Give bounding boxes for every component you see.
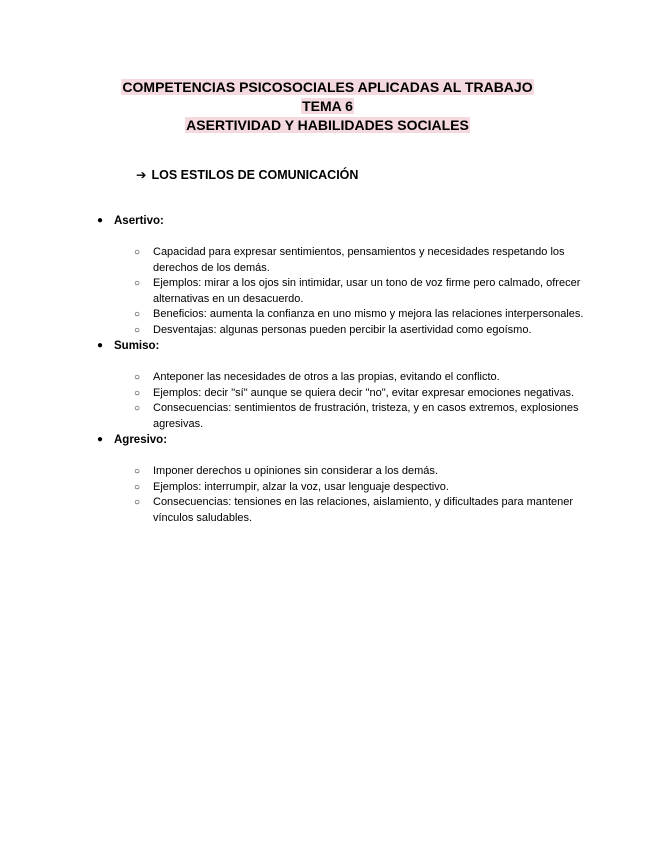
title-line-subject bbox=[0, 116, 655, 135]
style-points-sumiso bbox=[0, 370, 655, 432]
list-item bbox=[0, 464, 655, 480]
list-item bbox=[0, 307, 655, 323]
list-item bbox=[0, 245, 655, 276]
list-item-text: Ejemplos: interrumpir, alzar la voz, usar lenguaje despectivo. bbox=[153, 480, 449, 493]
circle-bullet-icon: ○ bbox=[134, 247, 141, 258]
list-item bbox=[0, 276, 655, 307]
style-item-agresivo bbox=[0, 432, 655, 448]
list-item-text: Ejemplos: mirar a los ojos sin intimidar, usar un tono de voz firme pero calmado, ofrecer alternativas en un desacuerdo. bbox=[153, 277, 581, 305]
list-item-text: Consecuencias: tensiones en las relaciones, aislamiento, y dificultades para mantener vínculos saludables. bbox=[153, 496, 574, 524]
list-item-text: Ejemplos: decir "sí" aunque se quiera decir "no", evitar expresar emociones negativas. bbox=[153, 386, 575, 399]
circle-bullet-icon: ○ bbox=[134, 278, 141, 289]
style-name: Sumiso: bbox=[114, 340, 160, 352]
list-item bbox=[0, 323, 655, 339]
style-name: Asertivo: bbox=[114, 215, 164, 227]
circle-bullet-icon: ○ bbox=[134, 324, 141, 336]
title-subject-text: ASERTIVIDAD Y HABILIDADES SOCIALES bbox=[186, 117, 469, 133]
list-item-text: Imponer derechos u opiniones sin considerar a los demás. bbox=[153, 465, 438, 477]
title-course-text: COMPETENCIAS PSICOSOCIALES APLICADAS AL TRABAJO bbox=[122, 79, 533, 95]
document-title bbox=[0, 78, 655, 135]
circle-bullet-icon: ○ bbox=[134, 309, 141, 320]
style-points-agresivo bbox=[0, 464, 655, 526]
list-item-text: Beneficios: aumenta la confianza en uno mismo y mejora las relaciones interpersonales. bbox=[153, 308, 584, 320]
bullet-icon: ● bbox=[97, 215, 104, 226]
bullet-icon: ● bbox=[97, 340, 104, 351]
title-line-course bbox=[0, 78, 655, 97]
list-item-text: Capacidad para expresar sentimientos, pensamientos y necesidades respetando los derechos de los demás. bbox=[153, 246, 565, 274]
circle-bullet-icon: ○ bbox=[134, 466, 141, 477]
circle-bullet-icon: ○ bbox=[134, 403, 141, 414]
arrow-icon: ➔ bbox=[136, 168, 147, 182]
list-item bbox=[0, 480, 655, 496]
bullet-icon: ● bbox=[97, 434, 104, 445]
style-points-asertivo bbox=[0, 245, 655, 338]
list-item-text: Desventajas: algunas personas pueden percibir la asertividad como egoísmo. bbox=[153, 323, 532, 336]
list-item-text: Consecuencias: sentimientos de frustración, tristeza, y en casos extremos, explosiones agresivas. bbox=[153, 402, 579, 430]
style-name: Agresivo: bbox=[114, 434, 168, 446]
list-item-text: Anteponer las necesidades de otros a las propias, evitando el conflicto. bbox=[153, 371, 500, 383]
circle-bullet-icon: ○ bbox=[134, 372, 141, 383]
circle-bullet-icon: ○ bbox=[134, 497, 141, 508]
title-topic-text: TEMA 6 bbox=[302, 98, 353, 114]
list-item bbox=[0, 370, 655, 386]
title-line-topic bbox=[0, 97, 655, 116]
circle-bullet-icon: ○ bbox=[134, 387, 141, 399]
circle-bullet-icon: ○ bbox=[134, 481, 141, 493]
section-heading bbox=[136, 167, 358, 183]
list-item bbox=[0, 401, 655, 432]
style-item-sumiso bbox=[0, 338, 655, 354]
style-item-asertivo bbox=[0, 213, 655, 229]
section-heading-text: LOS ESTILOS DE COMUNICACIÓN bbox=[151, 168, 359, 182]
list-item bbox=[0, 495, 655, 526]
list-item bbox=[0, 386, 655, 402]
communication-styles-list bbox=[0, 213, 655, 526]
